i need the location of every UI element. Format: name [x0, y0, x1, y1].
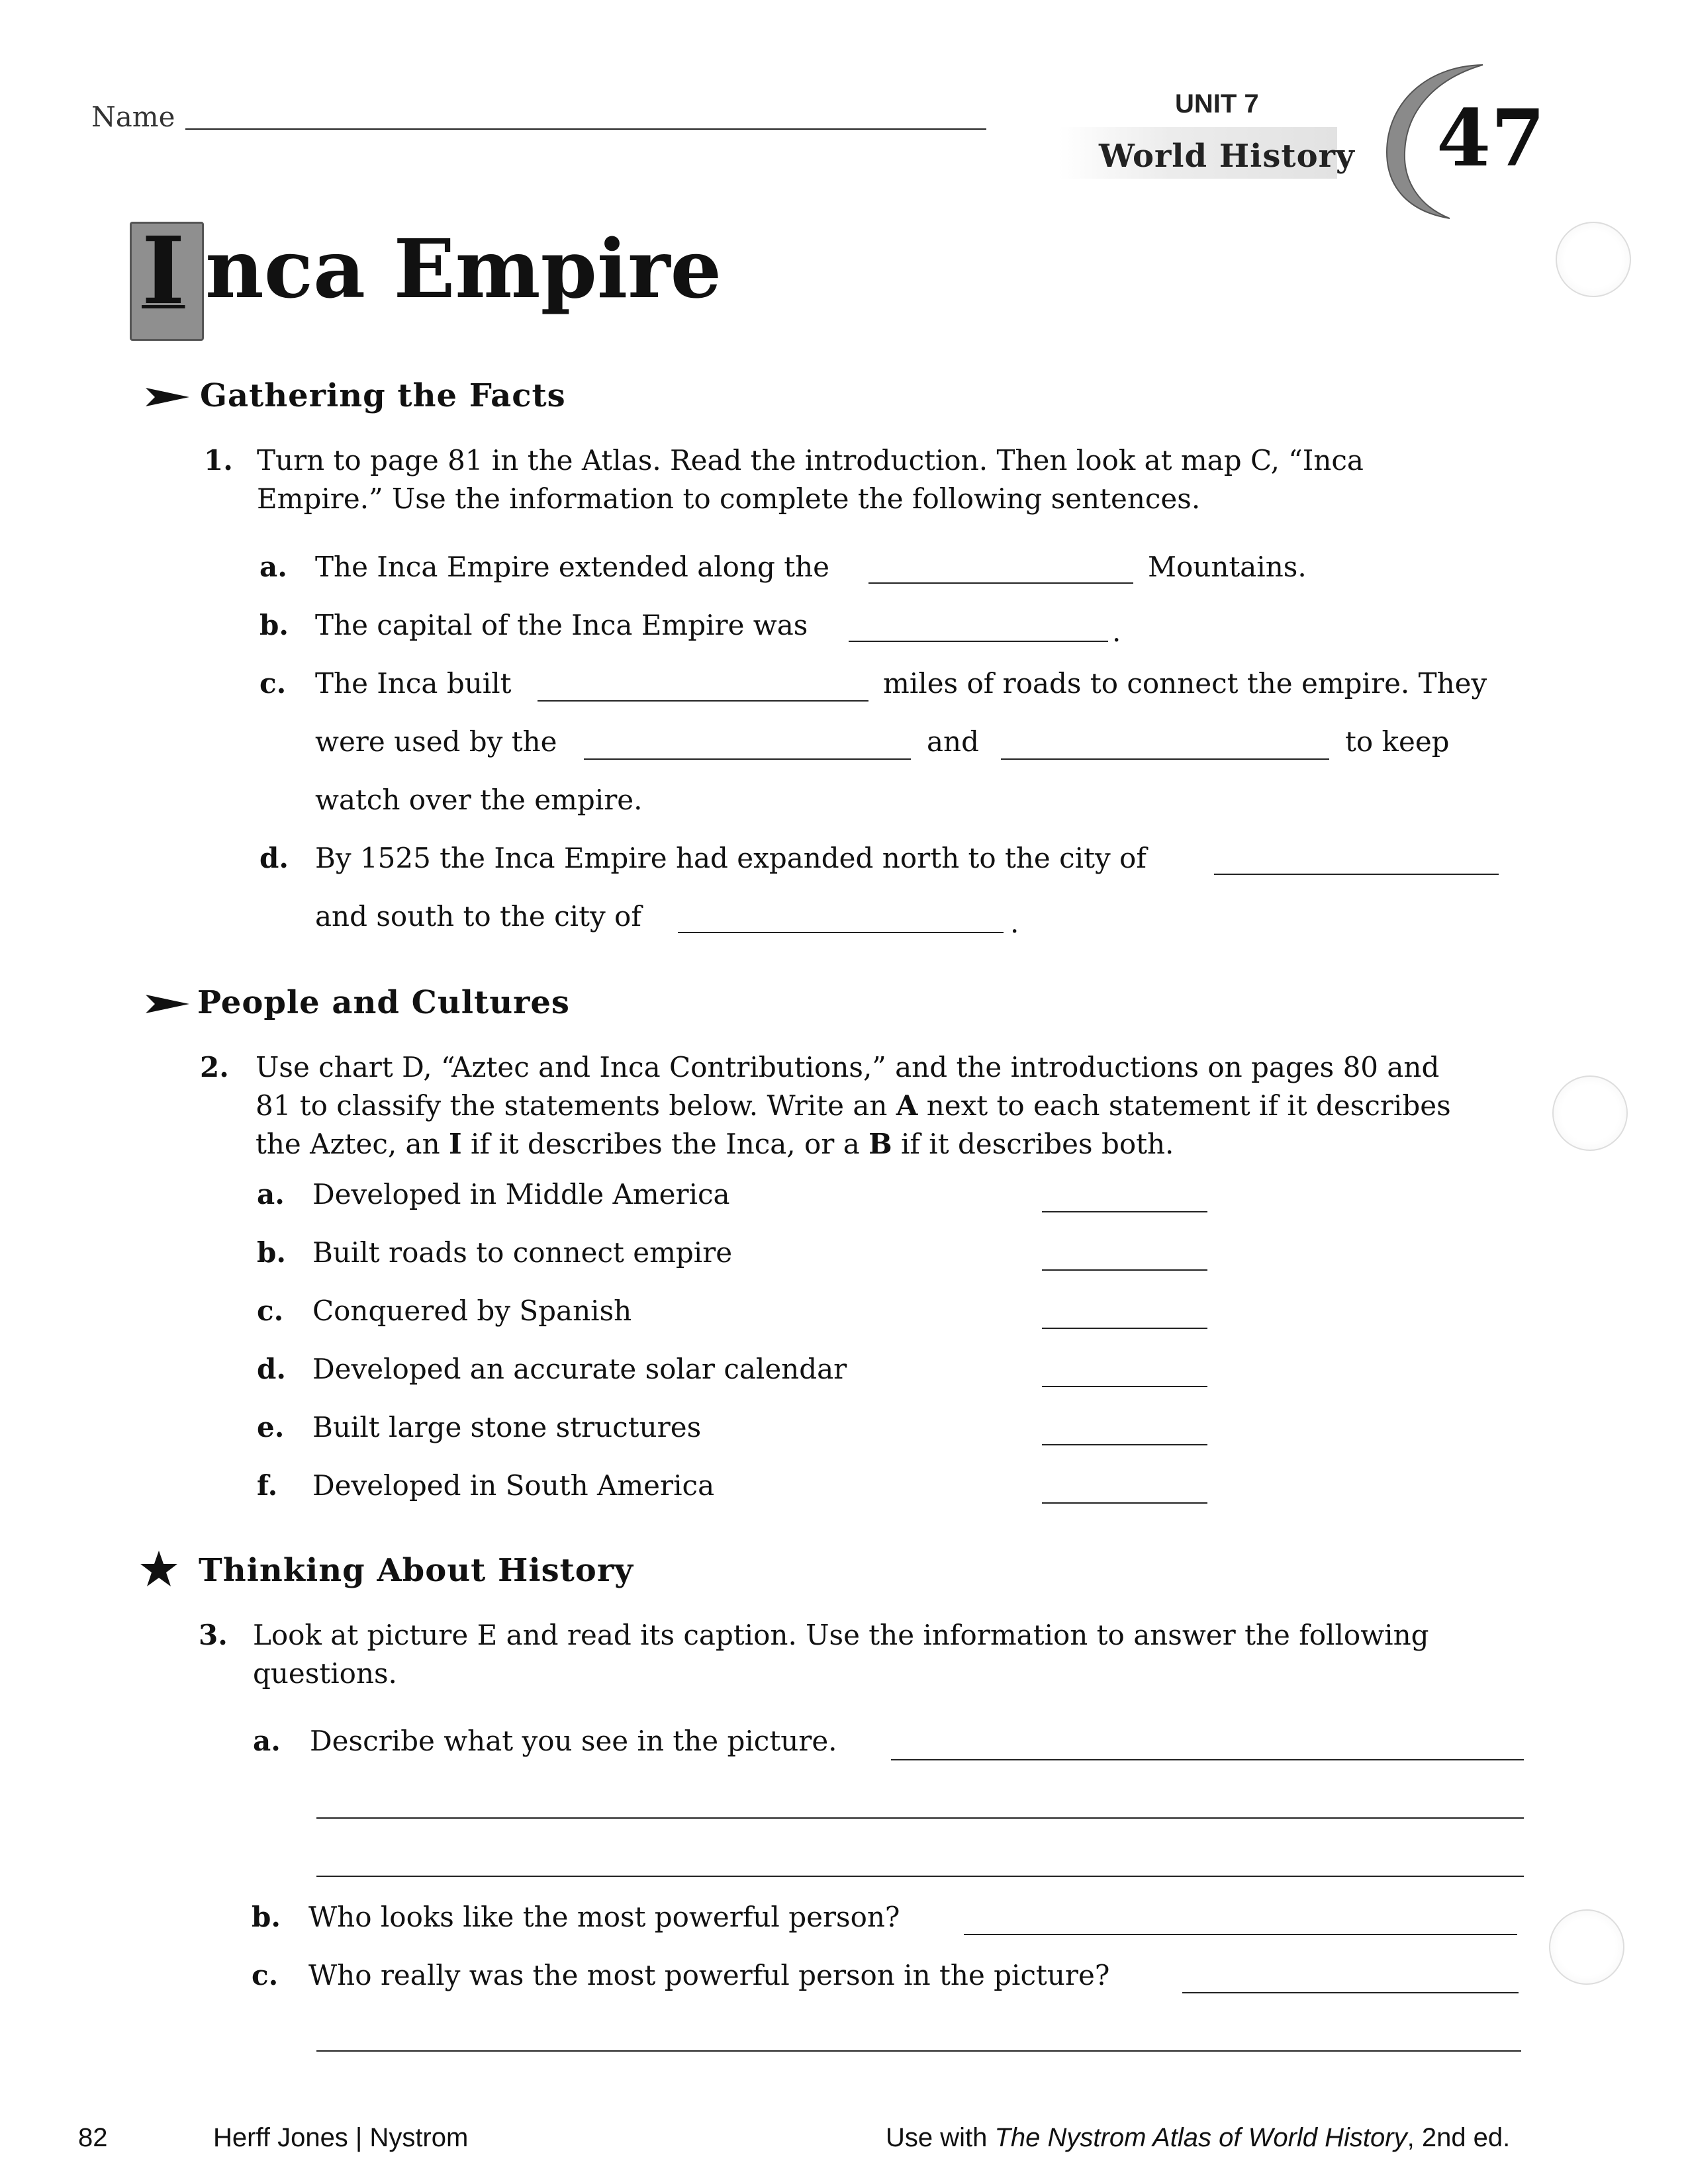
section-heading-thinking: Thinking About History: [199, 1552, 633, 1589]
q3b-letter: b.: [252, 1901, 281, 1933]
section-heading-people: People and Cultures: [197, 984, 570, 1021]
q1c-line3: watch over the empire.: [315, 784, 643, 816]
q2b-text: Built roads to connect empire: [312, 1236, 733, 1269]
q3c-text: Who really was the most powerful person in the picture?: [308, 1959, 1110, 1991]
q2a-text: Developed in Middle America: [312, 1178, 730, 1210]
q3c-answer-line-1[interactable]: [1182, 1992, 1519, 1993]
q1b-text-after: .: [1112, 615, 1121, 648]
q2c-letter: c.: [257, 1295, 284, 1327]
punch-hole-top: [1556, 222, 1631, 297]
page-number: 82: [78, 2123, 108, 2152]
section-heading-gathering: Gathering the Facts: [200, 377, 566, 414]
q1a-answer-line[interactable]: [868, 582, 1133, 584]
question-3-text: Look at picture E and read its caption. Use the information to answer the following questions.: [253, 1619, 1429, 1690]
q1b-letter: b.: [259, 609, 289, 641]
q1c-miles-answer-line[interactable]: [538, 700, 868, 702]
q1a-letter: a.: [259, 551, 287, 583]
question-2-line-2: 81 to classify the statements below. Write an A next to each statement if it describes: [256, 1089, 1451, 1122]
question-2-line-3: the Aztec, an I if it describes the Inca, or a B if it describes both.: [256, 1128, 1174, 1160]
q1d-line2-before: and south to the city of: [315, 900, 641, 933]
q3c-answer-line-2[interactable]: [316, 2050, 1521, 2052]
atlas-reference: Use with The Nystrom Atlas of World History, 2nd ed.: [886, 2123, 1511, 2152]
question-3-number: 3.: [199, 1619, 228, 1651]
q2f-text: Developed in South America: [312, 1469, 715, 1502]
q2b-answer-line[interactable]: [1042, 1269, 1207, 1271]
q1c-line2-after: to keep: [1345, 725, 1450, 758]
q1d-text-before: By 1525 the Inca Empire had expanded north to the city of: [315, 842, 1147, 874]
q2d-text: Developed an accurate solar calendar: [312, 1353, 847, 1385]
unit-label: UNIT 7: [1175, 89, 1259, 118]
q3a-answer-line-2[interactable]: [316, 1817, 1524, 1819]
punch-hole-bottom: [1549, 1909, 1624, 1985]
q3b-text: Who looks like the most powerful person?: [308, 1901, 900, 1933]
q1b-text-before: The capital of the Inca Empire was: [315, 609, 808, 641]
q2b-letter: b.: [257, 1236, 286, 1269]
q2e-text: Built large stone structures: [312, 1411, 702, 1443]
question-1-number: 1.: [204, 444, 233, 477]
punch-hole-middle: [1552, 1075, 1628, 1151]
q2e-letter: e.: [257, 1411, 285, 1443]
q1d-letter: d.: [259, 842, 289, 874]
q1c-answer-line-1[interactable]: [584, 758, 911, 760]
q1c-text-middle: miles of roads to connect the empire. They: [883, 667, 1487, 700]
q1a-text-after: Mountains.: [1148, 551, 1307, 583]
name-label: Name: [91, 101, 175, 133]
q1c-line2-and: and: [927, 725, 979, 758]
q2d-letter: d.: [257, 1353, 286, 1385]
q3b-answer-line[interactable]: [964, 1934, 1517, 1935]
name-field-line[interactable]: [185, 128, 986, 130]
q2c-answer-line[interactable]: [1042, 1328, 1207, 1329]
question-2-text: [256, 1048, 1500, 1163]
q3a-text: Describe what you see in the picture.: [310, 1725, 837, 1757]
q2d-answer-line[interactable]: [1042, 1386, 1207, 1387]
q3c-letter: c.: [252, 1959, 279, 1991]
q1d-north-answer-line[interactable]: [1214, 874, 1499, 875]
q1c-letter: c.: [259, 667, 287, 700]
q3a-answer-line-1[interactable]: [891, 1759, 1524, 1760]
q1c-answer-line-2[interactable]: [1001, 758, 1329, 760]
q2c-text: Conquered by Spanish: [312, 1295, 632, 1327]
question-2-number: 2.: [200, 1051, 229, 1083]
question-1-text: Turn to page 81 in the Atlas. Read the introduction. Then look at map C, “Inca Empire.” Use the information to complete the following sentences.: [257, 444, 1364, 515]
q3a-letter: a.: [253, 1725, 281, 1757]
q1d-south-answer-line[interactable]: [678, 932, 1004, 933]
worksheet-number: 47: [1436, 92, 1546, 184]
q2f-answer-line[interactable]: [1042, 1502, 1207, 1504]
q2a-letter: a.: [257, 1178, 285, 1210]
q1c-text-before: The Inca built: [315, 667, 512, 700]
q2e-answer-line[interactable]: [1042, 1444, 1207, 1445]
q3a-answer-line-3[interactable]: [316, 1876, 1524, 1877]
q2f-letter: f.: [257, 1469, 278, 1502]
q1a-text-before: The Inca Empire extended along the: [315, 551, 830, 583]
title-initial: I: [142, 217, 185, 326]
q2a-answer-line[interactable]: [1042, 1211, 1207, 1212]
arrow-icon: [144, 384, 191, 410]
q1d-line2-after: .: [1010, 907, 1019, 939]
arrow-icon: [144, 991, 191, 1017]
subject-label: World History: [1099, 138, 1355, 175]
question-2-line-1: Use chart D, “Aztec and Inca Contributions,” and the introductions on pages 80 and: [256, 1051, 1440, 1083]
q1c-line2-before: were used by the: [315, 725, 557, 758]
page-title: nca Empire: [205, 221, 722, 316]
q1b-answer-line[interactable]: [849, 641, 1108, 642]
star-icon: [139, 1549, 179, 1588]
publisher-credit: Herff Jones | Nystrom: [213, 2123, 469, 2152]
